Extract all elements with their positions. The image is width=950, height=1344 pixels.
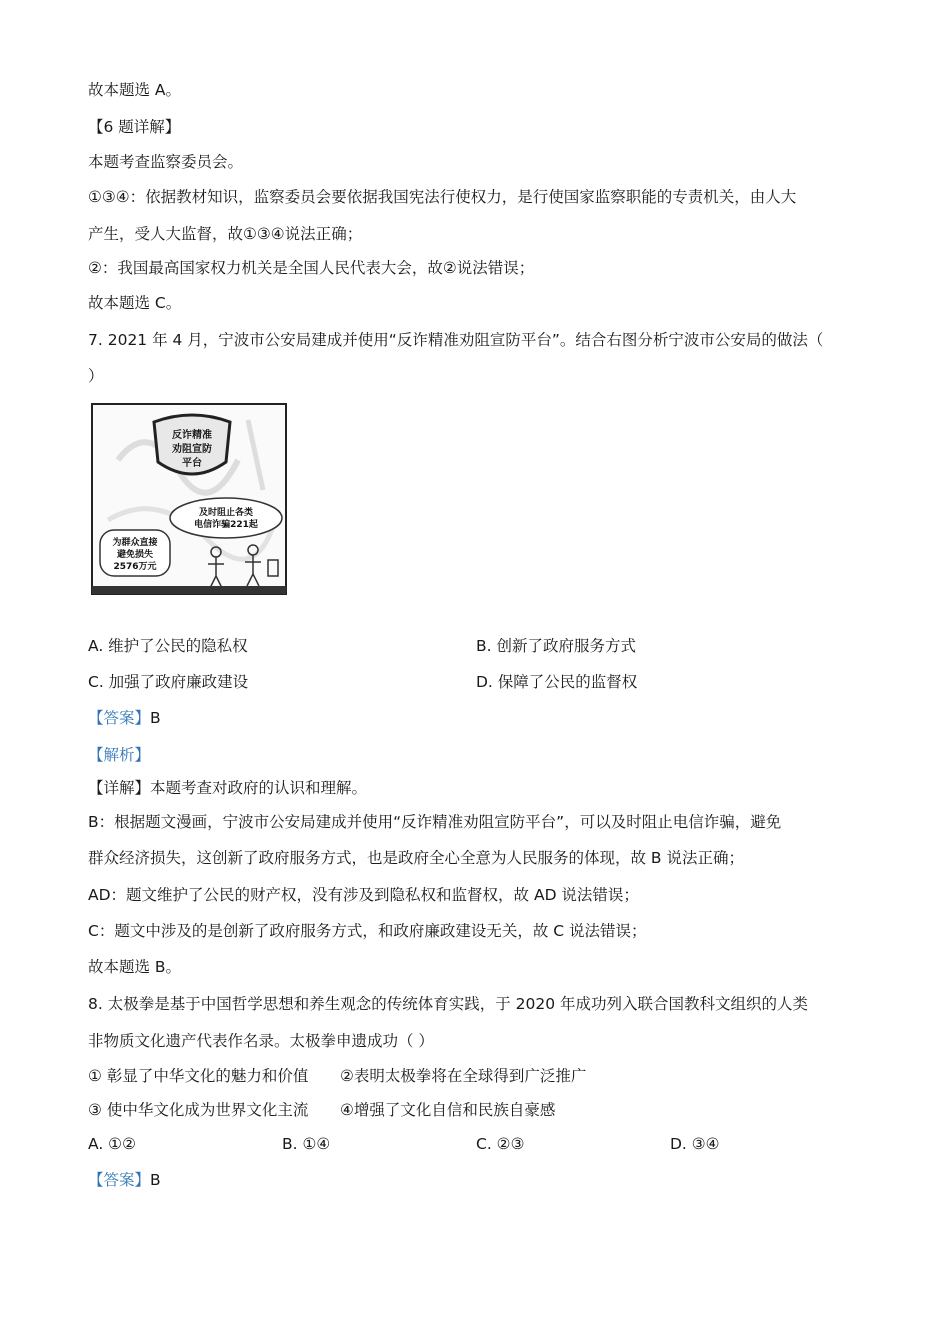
q8-option-a: A. ①②	[88, 1135, 136, 1153]
q8-statement-2: ②表明太极拳将在全球得到广泛推广	[340, 1067, 587, 1085]
shield-text-3: 平台	[182, 458, 202, 469]
q7-cartoon-figure	[88, 400, 296, 600]
q7-detail	[88, 778, 367, 798]
q8-statement-4: ④增强了文化自信和民族自豪感	[340, 1101, 556, 1119]
q7-answer	[88, 708, 161, 728]
q8-option-b: B. ①④	[282, 1135, 331, 1153]
q6-intro: 本题考查监察委员会。	[88, 153, 244, 171]
q6-para2: ②：我国最高国家权力机关是全国人民代表大会，故②说法错误；	[88, 259, 535, 277]
shield-text-1: 反诈精准	[172, 430, 212, 441]
q7-option-b: B. 创新了政府服务方式	[476, 637, 636, 655]
q7-option-c: C. 加强了政府廉政建设	[88, 673, 249, 691]
q8-statement-3: ③ 使中华文化成为世界文化主流	[88, 1101, 309, 1119]
q7-stem-line2: ）	[88, 367, 104, 385]
bubble-left-line3: 2576万元	[113, 562, 157, 572]
q7-detail-label: 【详解】	[88, 779, 151, 797]
bubble-left-line2: 避免损失	[116, 550, 154, 560]
q8-answer-value: B	[150, 1171, 161, 1189]
q7-stem-line1: 7. 2021 年 4 月，宁波市公安局建成并使用“反诈精准劝阻宣防平台”。结合右图分析宁波市公安局的做法（	[88, 331, 824, 349]
q7-b-line2: 群众经济损失，这创新了政府服务方式，也是政府全心全意为人民服务的体现，故 B 说法正确；	[88, 849, 744, 867]
q8-answer	[88, 1170, 161, 1190]
bubble-right-line2: 电信诈骗221起	[194, 520, 258, 530]
q7-b-line1: B：根据题文漫画，宁波市公安局建成并使用“反诈精准劝阻宣防平台”，可以及时阻止电信诈骗，避免	[88, 813, 782, 831]
q7-conclusion: 故本题选 B。	[88, 958, 182, 976]
q7-answer-label: 【答案】	[88, 709, 151, 727]
q8-answer-label: 【答案】	[88, 1171, 151, 1189]
q8-statement-1: ① 彰显了中华文化的魅力和价值	[88, 1067, 309, 1085]
q7-option-d: D. 保障了公民的监督权	[476, 673, 638, 691]
shield-text-2: 劝阻宣防	[172, 444, 212, 455]
q8-option-c: C. ②③	[476, 1135, 525, 1153]
q6-conclusion: 故本题选 C。	[88, 294, 182, 312]
q7-answer-value: B	[150, 709, 161, 727]
bubble-left-line1: 为群众直接	[112, 538, 158, 548]
q8-stem-line2: 非物质文化遗产代表作名录。太极拳申遗成功（ ）	[88, 1032, 434, 1050]
q8-stem-line1: 8. 太极拳是基于中国哲学思想和养生观念的传统体育实践，于 2020 年成功列入联合国教科文组织的人类	[88, 995, 809, 1013]
q7-c-line: C：题文中涉及的是创新了政府服务方式，和政府廉政建设无关，故 C 说法错误；	[88, 922, 647, 940]
bubble-right-line1: 及时阻止各类	[198, 508, 254, 518]
q7-option-a: A. 维护了公民的隐私权	[88, 637, 248, 655]
q7-ad-line: AD：题文维护了公民的财产权，没有涉及到隐私权和监督权，故 AD 说法错误；	[88, 886, 639, 904]
q6-prev-conclusion: 故本题选 A。	[88, 81, 182, 99]
q8-option-d: D. ③④	[670, 1135, 720, 1153]
q6-para1-line2: 产生，受人大监督，故①③④说法正确；	[88, 225, 363, 243]
q6-heading: 【6 题详解】	[88, 118, 181, 136]
q7-analysis-label: 【解析】	[88, 746, 151, 764]
q6-para1-line1: ①③④：依据教材知识，监察委员会要依据我国宪法行使权力，是行使国家监察职能的专责机关，由人大	[88, 188, 797, 206]
q7-detail-text: 本题考查对政府的认识和理解。	[150, 779, 368, 797]
